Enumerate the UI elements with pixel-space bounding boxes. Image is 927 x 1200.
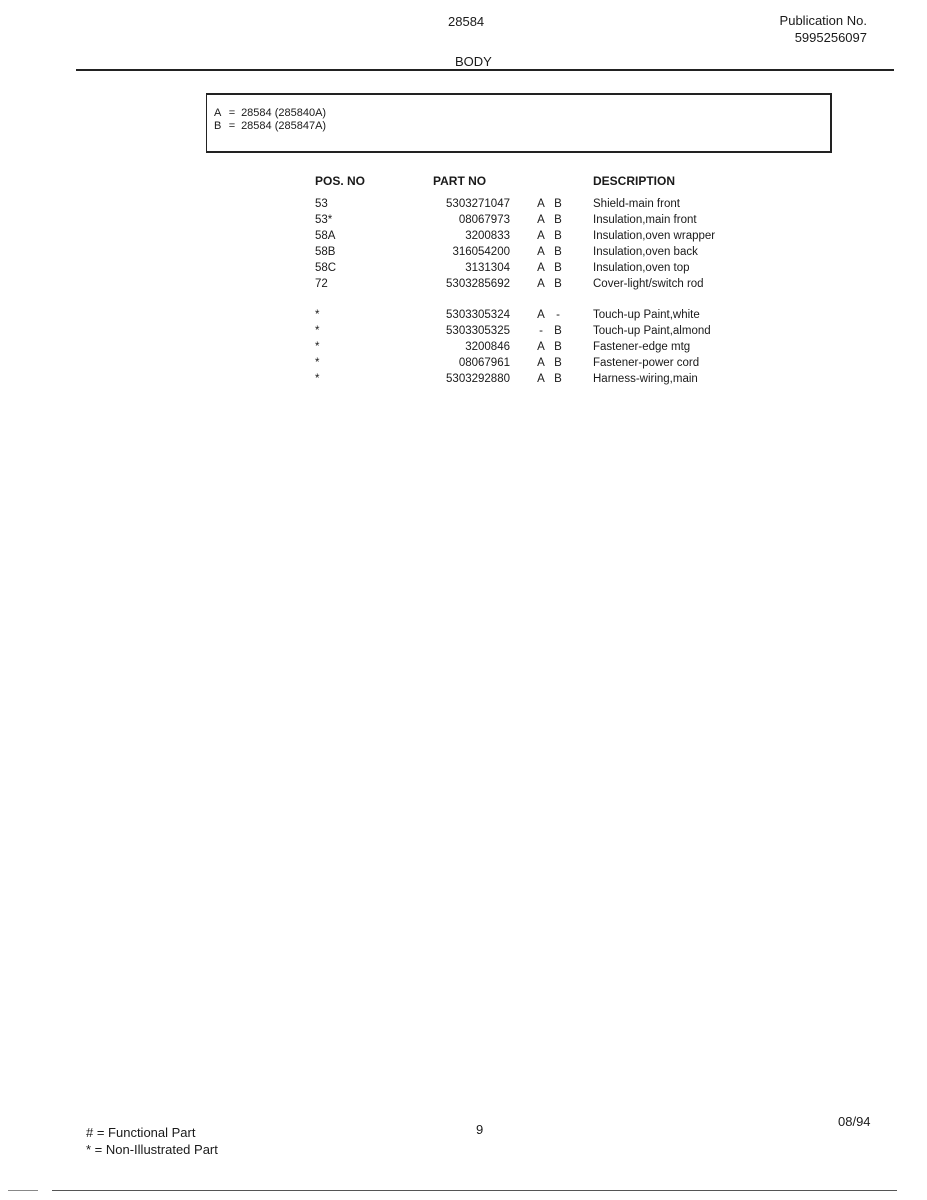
model-legend-box [206,93,832,153]
description-cell: Fastener-power cord [593,357,700,369]
description-cell: Cover-light/switch rod [593,278,704,290]
footer-divider-left [8,1190,38,1191]
model-b-cell: B [554,278,562,290]
model-value: 28584 (285847A) [241,120,327,132]
model-a-cell: A [537,230,545,242]
model-a-cell: A [537,278,545,290]
model-b-cell: B [554,373,562,385]
position-cell: * [315,325,320,337]
table-row [0,373,927,389]
part-number-cell: 5303271047 [446,198,510,210]
model-a-cell: A [537,341,545,353]
publication-label: Publication No. [779,13,867,28]
publication-number: 5995256097 [794,30,867,45]
position-cell: * [315,357,320,369]
description-cell: Insulation,oven top [593,262,690,274]
part-number-cell: 3131304 [465,262,510,274]
model-a-cell: A [537,373,545,385]
table-row [0,214,927,230]
model-key: A [214,107,222,119]
model-a-cell: A [537,198,545,210]
position-cell: 58B [315,246,336,258]
table-row [0,262,927,278]
table-row [0,278,927,294]
position-cell: * [315,309,320,321]
model-b-cell: - [556,309,560,321]
model-a-cell: A [537,357,545,369]
legend-functional: # = Functional Part [86,1125,196,1140]
revision-date: 08/94 [838,1114,871,1129]
table-row [0,198,927,214]
position-cell: * [315,341,320,353]
part-number-cell: 316054200 [452,246,510,258]
model-b-cell: B [554,325,562,337]
model-b-cell: B [554,246,562,258]
model-a-cell: A [537,309,545,321]
part-number-cell: 08067973 [458,214,510,226]
description-cell: Fastener-edge mtg [593,341,691,353]
part-number-cell: 3200846 [465,341,510,353]
position-cell: 58A [315,230,336,242]
part-number-cell: 5303285692 [446,278,510,290]
description-cell: Touch-up Paint,white [593,309,700,321]
section-title: BODY [455,54,492,69]
table-row [0,325,927,341]
position-cell: 58C [315,262,337,274]
footer-legend [86,1124,218,1158]
model-a-cell: A [537,262,545,274]
model-b-cell: B [554,230,562,242]
model-b-cell: B [554,198,562,210]
position-cell: 72 [315,278,328,290]
model-a-cell: A [537,246,545,258]
model-eq: = [228,107,236,119]
column-header-part: PART NO [433,174,487,188]
model-a-cell: A [537,214,545,226]
position-cell: 53* [315,214,333,226]
position-cell: 53 [315,198,328,210]
part-number-cell: 5303305324 [446,309,510,321]
parts-list [0,198,927,389]
description-cell: Insulation,main front [593,214,697,226]
model-number: 28584 [448,14,485,29]
publication-info [780,12,867,46]
model-value: 28584 (285840A) [241,107,327,119]
table-row [0,230,927,246]
part-number-cell: 3200833 [465,230,510,242]
header-divider [76,69,894,71]
part-number-cell: 5303305325 [446,325,510,337]
footer-divider [52,1190,897,1191]
model-legend-row [214,120,830,133]
table-row [0,357,927,373]
column-header-description: DESCRIPTION [593,174,676,188]
part-number-cell: 08067961 [458,357,510,369]
model-legend-row [214,107,830,120]
model-b-cell: B [554,341,562,353]
table-row [0,309,927,325]
description-cell: Shield-main front [593,198,680,210]
legend-non-illustrated: * = Non-Illustrated Part [86,1142,218,1157]
position-cell: * [315,373,320,385]
model-b-cell: B [554,214,562,226]
table-row [0,246,927,262]
description-cell: Insulation,oven back [593,246,698,258]
description-cell: Harness-wiring,main [593,373,698,385]
column-header-pos: POS. NO [315,174,366,188]
group-spacer [0,294,927,309]
model-b-cell: B [554,357,562,369]
part-number-cell: 5303292880 [446,373,510,385]
model-a-cell: - [539,325,543,337]
description-cell: Insulation,oven wrapper [593,230,716,242]
description-cell: Touch-up Paint,almond [593,325,711,337]
table-row [0,341,927,357]
model-key: B [214,120,222,132]
model-eq: = [228,120,236,132]
model-b-cell: B [554,262,562,274]
page-number: 9 [476,1122,484,1137]
